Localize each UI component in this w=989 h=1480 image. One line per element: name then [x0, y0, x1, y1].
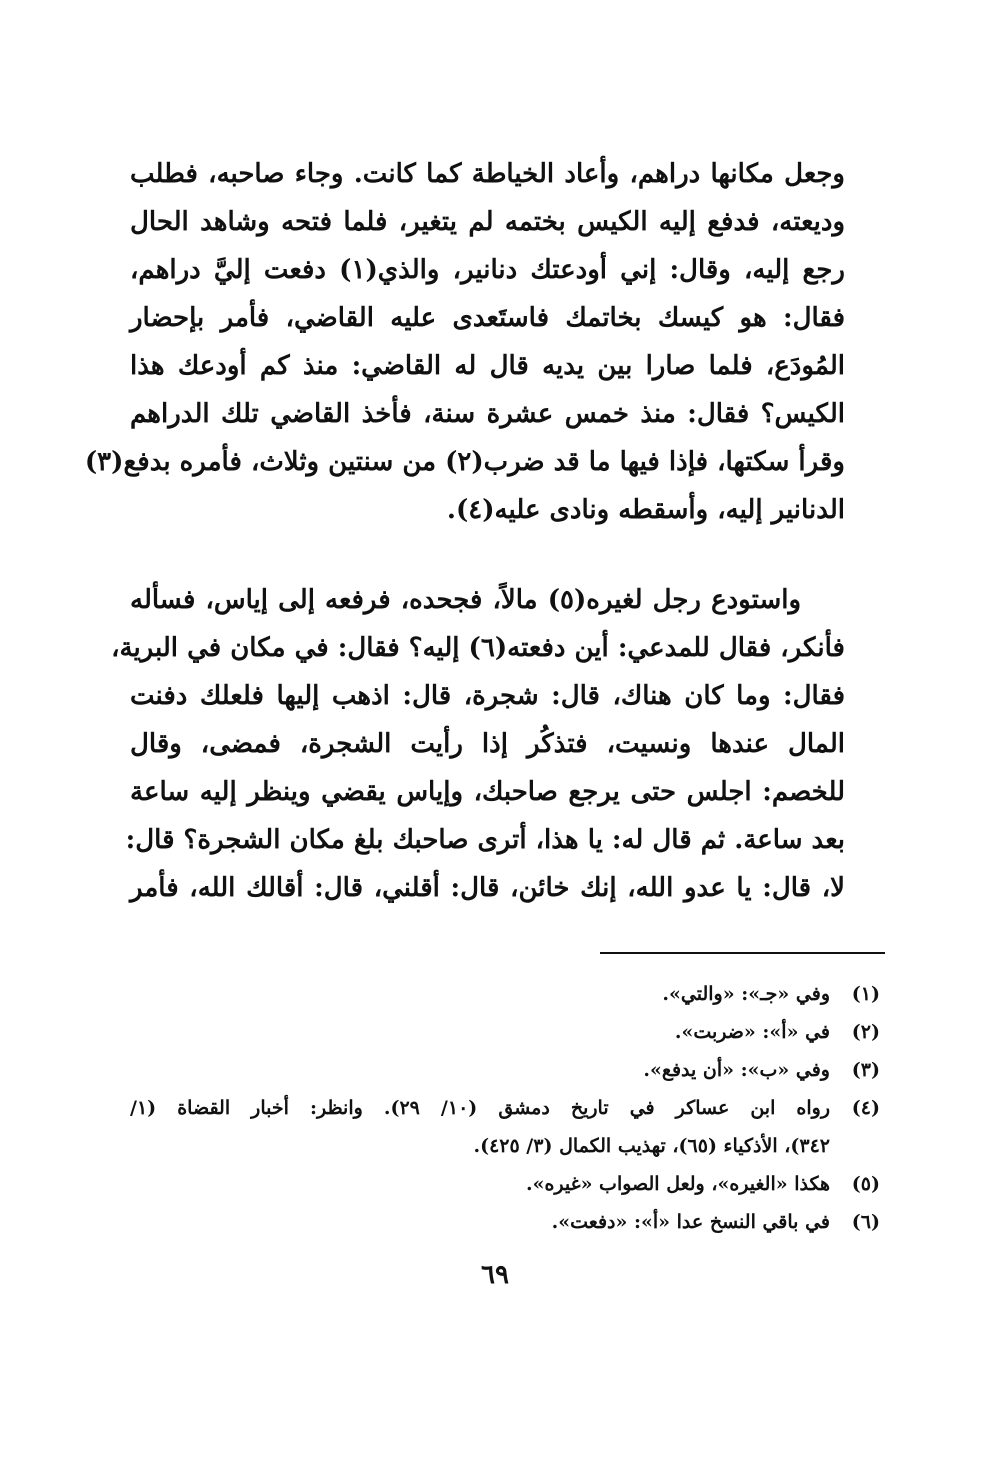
- footnote-line: رواه ابن عساكر في تاريخ دمشق (١٠/ ٢٩). وانظر: أخبار القضاة (١/: [130, 1097, 831, 1119]
- text-line: وجعل مكانها دراهم، وأعاد الخياطة كما كانت. وجاء صاحبه، فطلب: [130, 159, 845, 189]
- footnote-item: [130, 975, 880, 1013]
- paragraph-deposit-dirhams: [84, 150, 845, 534]
- footnote-line: هكذا «الغيره»، ولعل الصواب «غيره».: [525, 1173, 830, 1195]
- footnote-item: [130, 1203, 880, 1241]
- footnote-item: [130, 1051, 880, 1089]
- text-line: رجع إليه، وقال: إني أودعتك دنانير، والذي(١) دفعت إليَّ دراهم،: [130, 255, 845, 285]
- footnote-line: وفي «جـ»: «والتي».: [662, 983, 830, 1005]
- footnote-number: (١): [851, 983, 880, 1005]
- footnote-number: (٣): [851, 1059, 880, 1081]
- footnote-text: [130, 975, 830, 1013]
- footnote-text: [130, 1051, 830, 1089]
- text-line: الكيس؟ فقال: منذ خمس عشرة سنة، فأخذ القاضي تلك الدراهم: [130, 399, 845, 429]
- text-line: فقال: وما كان هناك، قال: شجرة، قال: اذهب إليها فلعلك دفنت: [130, 681, 845, 711]
- text-line: بعد ساعة. ثم قال له: يا هذا، أترى صاحبك بلغ مكان الشجرة؟ قال:: [125, 825, 845, 855]
- text-line: لا، قال: يا عدو الله، إنك خائن، قال: أقلني، قال: أقالك الله، فأمر: [130, 873, 845, 903]
- footnote-item: [130, 1013, 880, 1051]
- footnote-number: (٥): [851, 1173, 880, 1195]
- footnote-text: [130, 1013, 830, 1051]
- footnote-item: [130, 1165, 880, 1203]
- footnote-number: (٦): [851, 1211, 880, 1233]
- text-line: فقال: هو كيسك بخاتمك فاستَعدى عليه القاضي، فأمر بإحضار: [130, 303, 845, 333]
- text-line: المال عندها ونسيت، فتذكُر إذا رأيت الشجرة، فمضى، وقال: [130, 729, 845, 759]
- footnote-line: في «أ»: «ضربت».: [674, 1021, 830, 1043]
- text-line: فأنكر، فقال للمدعي: أين دفعته(٦) إليه؟ فقال: في مكان في البرية،: [111, 633, 845, 663]
- text-line: وديعته، فدفع إليه الكيس بختمه لم يتغير، فلما فتحه وشاهد الحال: [130, 207, 845, 237]
- footnotes: [130, 975, 880, 1241]
- footnote-item: [130, 1089, 880, 1165]
- text-line: وقرأ سكتها، فإذا فيها ما قد ضرب(٢) من سنتين وثلاث، فأمره بدفع(٣): [84, 447, 845, 477]
- footnote-divider: [600, 952, 885, 954]
- footnote-line: ٣٤٢)، الأذكياء (٦٥)، تهذيب الكمال (٣/ ٤٢٥).: [473, 1135, 830, 1157]
- footnote-number: (٢): [851, 1021, 880, 1043]
- footnote-text: [130, 1089, 830, 1165]
- footnote-text: [130, 1165, 830, 1203]
- footnote-line: في باقي النسخ عدا «أ»: «دفعت».: [551, 1211, 830, 1233]
- text-line: للخصم: اجلس حتى يرجع صاحبك، وإياس يقضي وينظر إليه ساعة: [130, 777, 845, 807]
- paragraph-iyas-tree: [111, 576, 845, 912]
- text-line: واستودع رجل لغيره(٥) مالاً، فجحده، فرفعه إلى إياس، فسأله: [130, 585, 802, 615]
- footnote-line: وفي «ب»: «أن يدفع».: [643, 1059, 830, 1081]
- footnote-text: [130, 1203, 830, 1241]
- footnote-number: (٤): [851, 1097, 880, 1119]
- text-line: الدنانير إليه، وأسقطه ونادى عليه(٤).: [446, 495, 845, 525]
- page-number: ٦٩: [481, 1260, 509, 1290]
- text-line: المُودَع، فلما صارا بين يديه قال له القاضي: منذ كم أودعك هذا: [130, 351, 845, 381]
